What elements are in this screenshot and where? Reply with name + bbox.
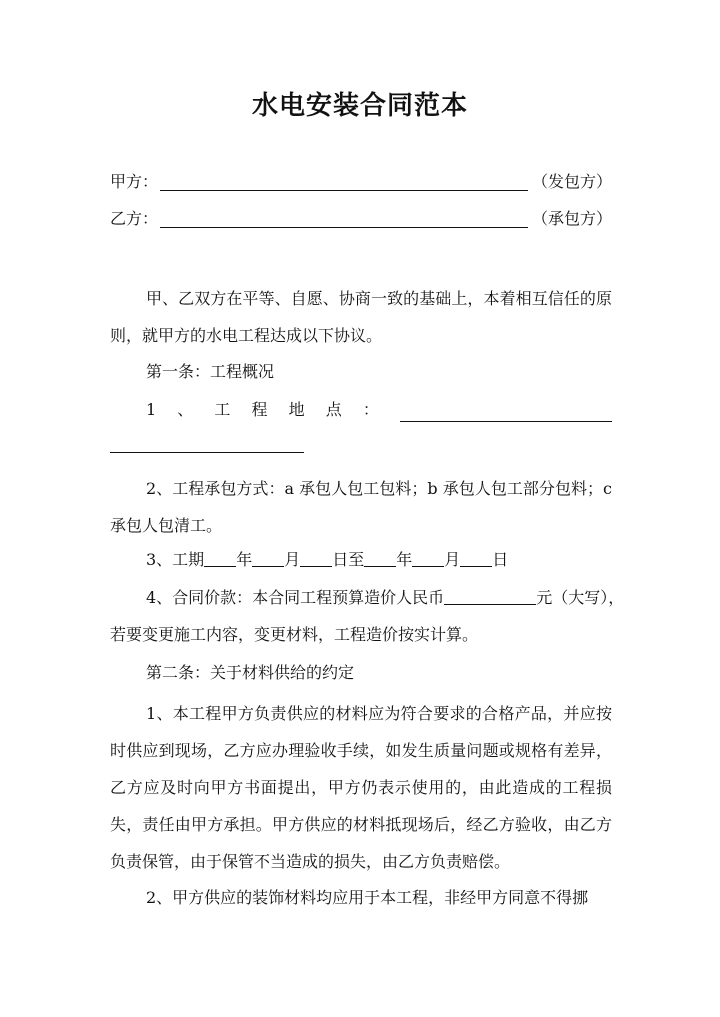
party-a-label: 甲方： [110, 172, 159, 191]
item-1-char-2: 程 [251, 400, 268, 419]
price-suffix: 元（大写）， [536, 588, 625, 607]
location-continuation [110, 434, 612, 458]
item-1-char-4: 点 [325, 400, 342, 419]
document-title: 水电安装合同范本 [251, 91, 468, 121]
article-1-item-4-line-1 [110, 586, 648, 610]
article-2-heading: 第二条：关于材料供给的约定 [146, 663, 355, 682]
party-b-label: 乙方： [110, 209, 159, 228]
party-b-suffix: （承包方） [531, 209, 612, 228]
party-a-blank [160, 171, 528, 191]
location-blank-2 [110, 434, 304, 453]
term-month-end-blank [412, 548, 444, 567]
price-prefix: 4、合同价款：本合同工程预算造价人民币 [146, 588, 445, 607]
item-1-colon: ： [362, 400, 379, 419]
party-a-line [110, 170, 612, 194]
term-year-end-label: 年 [396, 550, 413, 569]
item-1-char-1: 工 [214, 400, 231, 419]
term-year-start-label: 年 [236, 550, 253, 569]
item-1-char-3: 地 [288, 400, 305, 419]
article-1-heading: 第一条：工程概况 [146, 362, 275, 381]
intro-paragraph: 甲、乙双方在平等、自愿、协商一致的基础上，本着相互信任的原则，就甲方的水电工程达成以下协议。 [110, 289, 612, 345]
article-2-item-1: 1、本工程甲方负责供应的材料应为符合要求的合格产品，并应按时供应到现场，乙方应办理验收手续，如发生质量问题或规格有差异，乙方应及时向甲方书面提出，甲方仍表示使用的，由此造成的工程损失，责任由甲方承担。甲方供应的材料抵现场后，经乙方验收，由乙方负责保管，由于保管不当造成的损失，由乙方负责赔偿。 [110, 704, 612, 871]
article-1-item-1 [110, 398, 612, 422]
article-1-item-4-line-2: 若要变更施工内容，变更材料，工程造价按实计算。 [110, 625, 479, 644]
party-b-line [110, 207, 612, 231]
price-blank [444, 586, 536, 605]
article-2-item-2: 2、甲方供应的装饰材料均应用于本工程，非经甲方同意不得挪 [146, 888, 589, 907]
item-1-number: 1 [146, 400, 157, 419]
term-day-end-blank [460, 548, 492, 567]
article-1-item-3 [110, 548, 648, 572]
item-1-separator: 、 [177, 400, 194, 419]
term-prefix: 3、工期 [146, 550, 205, 569]
term-year-start-blank [204, 548, 236, 567]
article-1-item-2: 2、工程承包方式：a 承包人包工包料；b 承包人包工部分包料；c 承包人包清工。 [110, 479, 612, 535]
party-b-blank [160, 208, 528, 228]
term-year-end-blank [364, 548, 396, 567]
location-blank-1 [400, 403, 612, 422]
term-day-start-label: 日至 [332, 550, 365, 569]
term-month-start-label: 月 [284, 550, 301, 569]
term-month-start-blank [252, 548, 284, 567]
term-month-end-label: 月 [444, 550, 461, 569]
party-a-suffix: （发包方） [531, 172, 612, 191]
term-day-start-blank [300, 548, 332, 567]
term-day-end-label: 日 [492, 550, 509, 569]
